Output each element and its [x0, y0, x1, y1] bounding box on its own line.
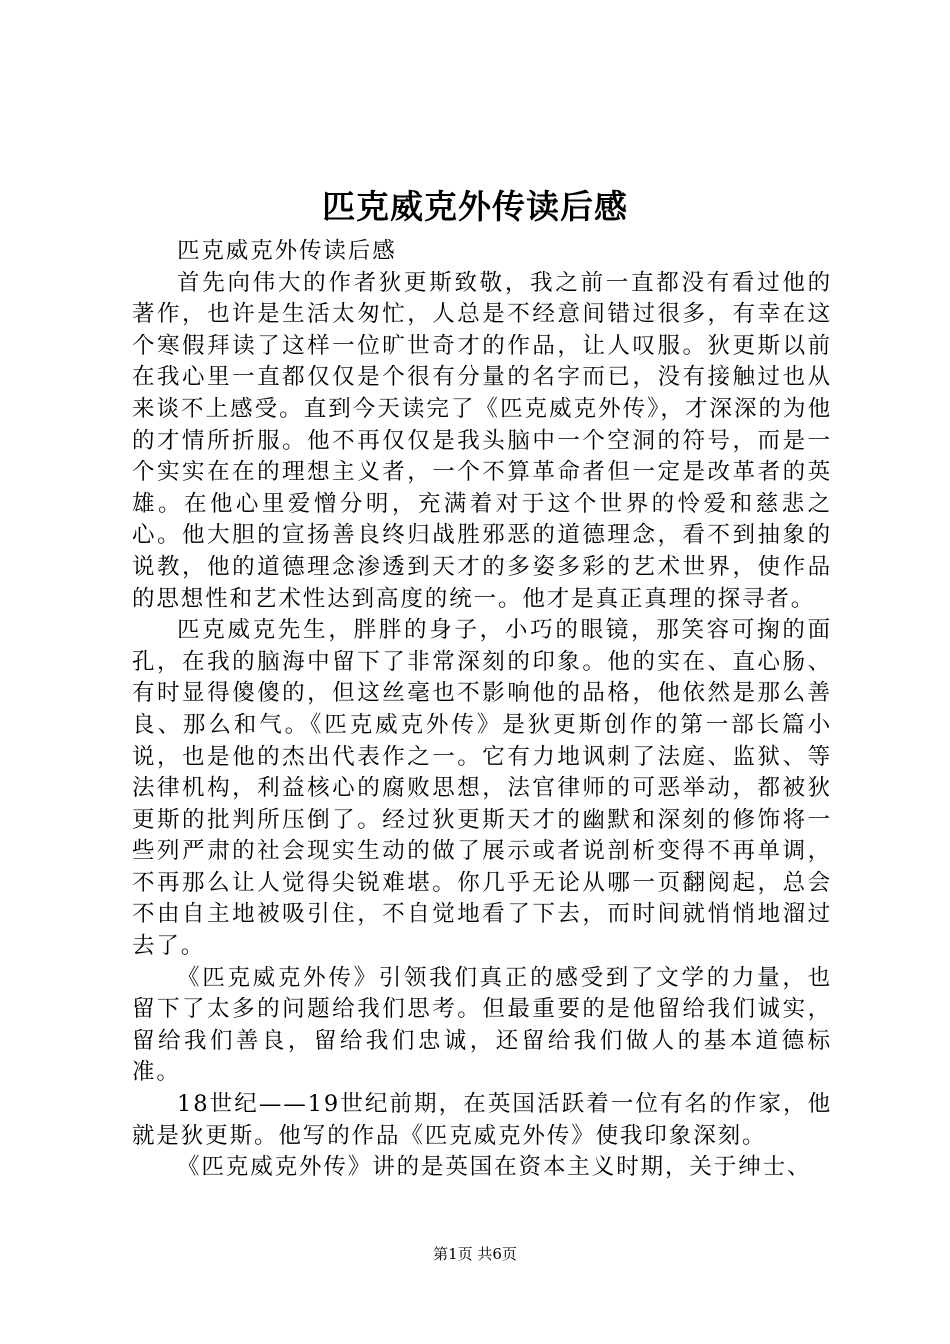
document-subtitle: 匹克威克外传读后感: [177, 238, 397, 264]
page-number-footer: 第1页 共6页: [433, 1245, 517, 1263]
document-body: [132, 236, 832, 1184]
paragraph-3: 《匹克威克外传》引领我们真正的感受到了文学的力量，也留下了太多的问题给我们思考。但最重要的是他留给我们诚实，留给我们善良，留给我们忠诚，还留给我们做人的基本道德标准。: [132, 964, 832, 1086]
paragraph-1: 首先向伟大的作者狄更斯致敬，我之前一直都没有看过他的著作，也许是生活太匆忙，人总是不经意间错过很多，有幸在这个寒假拜读了这样一位旷世奇才的作品，让人叹服。狄更斯以前在我心里一直都仅仅是个很有分量的名字而已，没有接触过也从来谈不上感受。直到今天读完了《匹克威克外传》，才深深的为他的才情所折服。他不再仅仅是我头脑中一个空洞的符号，而是一个实实在在的理想主义者，一个不算革命者但一定是改革者的英雄。在他心里爱憎分明，充满着对于这个世界的怜爱和慈悲之心。他大胆的宣扬善良终归战胜邪恶的道德理念，看不到抽象的说教，他的道德理念渗透到天才的多姿多彩的艺术世界，使作品的思想性和艺术性达到高度的统一。他才是真正真理的探寻者。: [132, 269, 832, 612]
paragraph-4: 18世纪——19世纪前期，在英国活跃着一位有名的作家，他就是狄更斯。他写的作品《匹克威克外传》使我印象深刻。: [132, 1091, 832, 1149]
paragraph-5: 《匹克威克外传》讲的是英国在资本主义时期，关于绅士、: [177, 1154, 812, 1181]
paragraph-2: 匹克威克先生，胖胖的身子，小巧的眼镜，那笑容可掬的面孔，在我的脑海中留下了非常深刻的印象。他的实在、直心肠、有时显得傻傻的，但这丝毫也不影响他的品格，他依然是那么善良、那么和气。《匹克威克外传》是狄更斯创作的第一部长篇小说，也是他的杰出代表作之一。它有力地讽刺了法庭、监狱、等法律机构，利益核心的腐败思想，法官律师的可恶举动，都被狄更斯的批判所压倒了。经过狄更斯天才的幽默和深刻的修饰将一些列严肃的社会现实生动的做了展示或者说剖析变得不再单调，不再那么让人觉得尖锐难堪。你几乎无论从哪一页翻阅起，总会不由自主地被吸引住，不自觉地看了下去，而时间就悄悄地溜过去了。: [132, 617, 832, 960]
document-title: 匹克威克外传读后感: [322, 187, 628, 226]
